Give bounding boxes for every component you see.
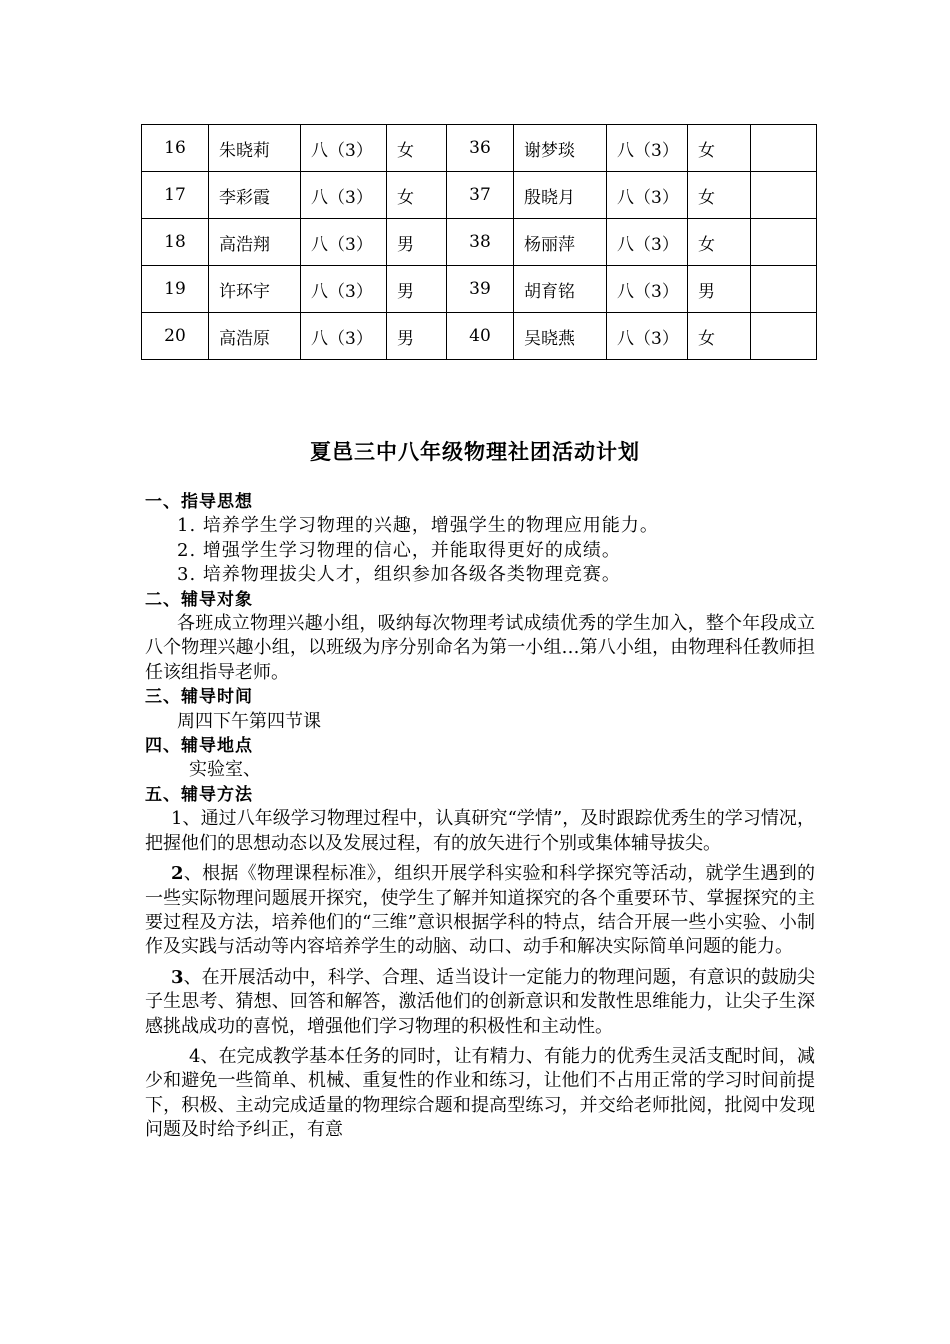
method-number-3: 3 <box>171 966 184 988</box>
table-cell: 高浩原 <box>209 313 301 360</box>
table-row <box>142 125 817 172</box>
method-text-2: 、根据《物理课程标准》，组织开展学科实验和科学探究等活动，就学生遇到的一些实际物理问题展开探究，使学生了解并知道探究的各个重要环节、掌握探究的主要过程及方法，培养他们的“三维”意识根据学科的特点，结合开展一些小实验、小制作及实践与活动等内容培养学生的动脑、动口、动手和解决实际简单问题的能力。 <box>145 863 815 958</box>
method-text-3: 、在开展活动中，科学、合理、适当设计一定能力的物理问题，有意识的鼓励尖子生思考、猜想、回答和解答，激活他们的创新意识和发散性思维能力，让尖子生深感挑战成功的喜悦，增强他们学习物理的积极性和主动性。 <box>145 966 815 1037</box>
table-cell: 朱晓莉 <box>209 125 301 172</box>
method-text-1: 、通过八年级学习物理过程中，认真研究“学情”，及时跟踪优秀生的学习情况，把握他们的思想动态以及发展过程，有的放矢进行个别或集体辅导拔尖。 <box>145 808 815 854</box>
table-cell: 男 <box>387 219 447 266</box>
table-cell: 胡育铭 <box>514 266 607 313</box>
table-cell: 37 <box>447 172 514 219</box>
method-number-1: 1 <box>171 808 183 830</box>
table-cell: 女 <box>688 219 751 266</box>
table-cell: 女 <box>387 125 447 172</box>
method-number-2: 2 <box>171 863 184 885</box>
table-cell: 八（3） <box>301 313 387 360</box>
table-cell: 18 <box>142 219 209 266</box>
guiding-item-1: 1. 培养学生学习物理的兴趣，增强学生的物理应用能力。 <box>177 515 659 537</box>
table-cell: 八（3） <box>301 219 387 266</box>
table-cell <box>751 172 817 219</box>
section-heading-methods: 五、辅导方法 <box>145 784 253 805</box>
section-heading-guiding-idea: 一、指导思想 <box>145 492 253 512</box>
table-cell: 谢梦琰 <box>514 125 607 172</box>
table-row <box>142 172 817 219</box>
table-cell: 八（3） <box>607 172 688 219</box>
table-cell: 女 <box>688 172 751 219</box>
table-cell: 女 <box>387 172 447 219</box>
time-paragraph: 周四下午第四节课 <box>177 710 321 732</box>
target-paragraph: 各班成立物理兴趣小组，吸纳每次物理考试成绩优秀的学生加入，整个年段成立八个物理兴趣小组，以班级为序分别命名为第一小组…第八小组，由物理科任教师担任该组指导老师。 <box>145 613 815 683</box>
table-cell: 许环宇 <box>209 266 301 313</box>
table-cell: 女 <box>688 125 751 172</box>
table-cell: 八（3） <box>607 266 688 313</box>
table-cell: 16 <box>142 125 209 172</box>
table-cell: 39 <box>447 266 514 313</box>
table-cell: 八（3） <box>301 172 387 219</box>
roster-body <box>142 125 817 360</box>
method-paragraph-2 <box>145 862 815 960</box>
method-number-4: 4 <box>189 1045 201 1067</box>
table-cell: 40 <box>447 313 514 360</box>
table-cell: 20 <box>142 313 209 360</box>
guiding-item-3: 3. 培养物理拔尖人才，组织参加各级各类物理竞赛。 <box>177 564 621 586</box>
table-cell: 八（3） <box>607 313 688 360</box>
document-body <box>145 490 815 1143</box>
table-cell: 殷晓月 <box>514 172 607 219</box>
table-cell <box>751 313 817 360</box>
section-heading-location: 四、辅导地点 <box>145 736 253 757</box>
table-row <box>142 313 817 360</box>
table-cell: 八（3） <box>607 219 688 266</box>
table-cell: 36 <box>447 125 514 172</box>
table-cell: 19 <box>142 266 209 313</box>
table-cell: 男 <box>688 266 751 313</box>
table-cell: 李彩霞 <box>209 172 301 219</box>
method-text-4: 、在完成教学基本任务的同时，让有精力、有能力的优秀生灵活支配时间，减少和避免一些简单、机械、重复性的作业和练习，让他们不占用正常的学习时间前提下，积极、主动完成适量的物理综合题和提高型练习，并交给老师批阅，批阅中发现问题及时给予纠正，有意 <box>145 1045 815 1141</box>
table-cell: 八（3） <box>301 266 387 313</box>
table-cell <box>751 125 817 172</box>
section-heading-target: 二、辅导对象 <box>145 589 253 610</box>
table-cell: 38 <box>447 219 514 266</box>
table-row <box>142 266 817 313</box>
table-cell: 男 <box>387 313 447 360</box>
method-paragraph-4 <box>145 1045 815 1143</box>
table-cell: 吴晓燕 <box>514 313 607 360</box>
table-cell: 女 <box>688 313 751 360</box>
guiding-item-2: 2. 增强学生学习物理的信心，并能取得更好的成绩。 <box>177 539 621 561</box>
location-paragraph: 实验室、 <box>189 759 261 781</box>
method-paragraph-1 <box>145 807 815 856</box>
section-heading-time: 三、辅导时间 <box>145 687 253 708</box>
table-cell: 17 <box>142 172 209 219</box>
table-cell: 高浩翔 <box>209 219 301 266</box>
document-title: 夏邑三中八年级物理社团活动计划 <box>310 440 640 464</box>
table-cell: 杨丽萍 <box>514 219 607 266</box>
student-roster-table <box>141 124 817 360</box>
table-cell <box>751 266 817 313</box>
table-cell <box>751 219 817 266</box>
method-paragraph-3 <box>145 966 815 1039</box>
table-cell: 八（3） <box>301 125 387 172</box>
table-cell: 男 <box>387 266 447 313</box>
table-row <box>142 219 817 266</box>
table-cell: 八（3） <box>607 125 688 172</box>
